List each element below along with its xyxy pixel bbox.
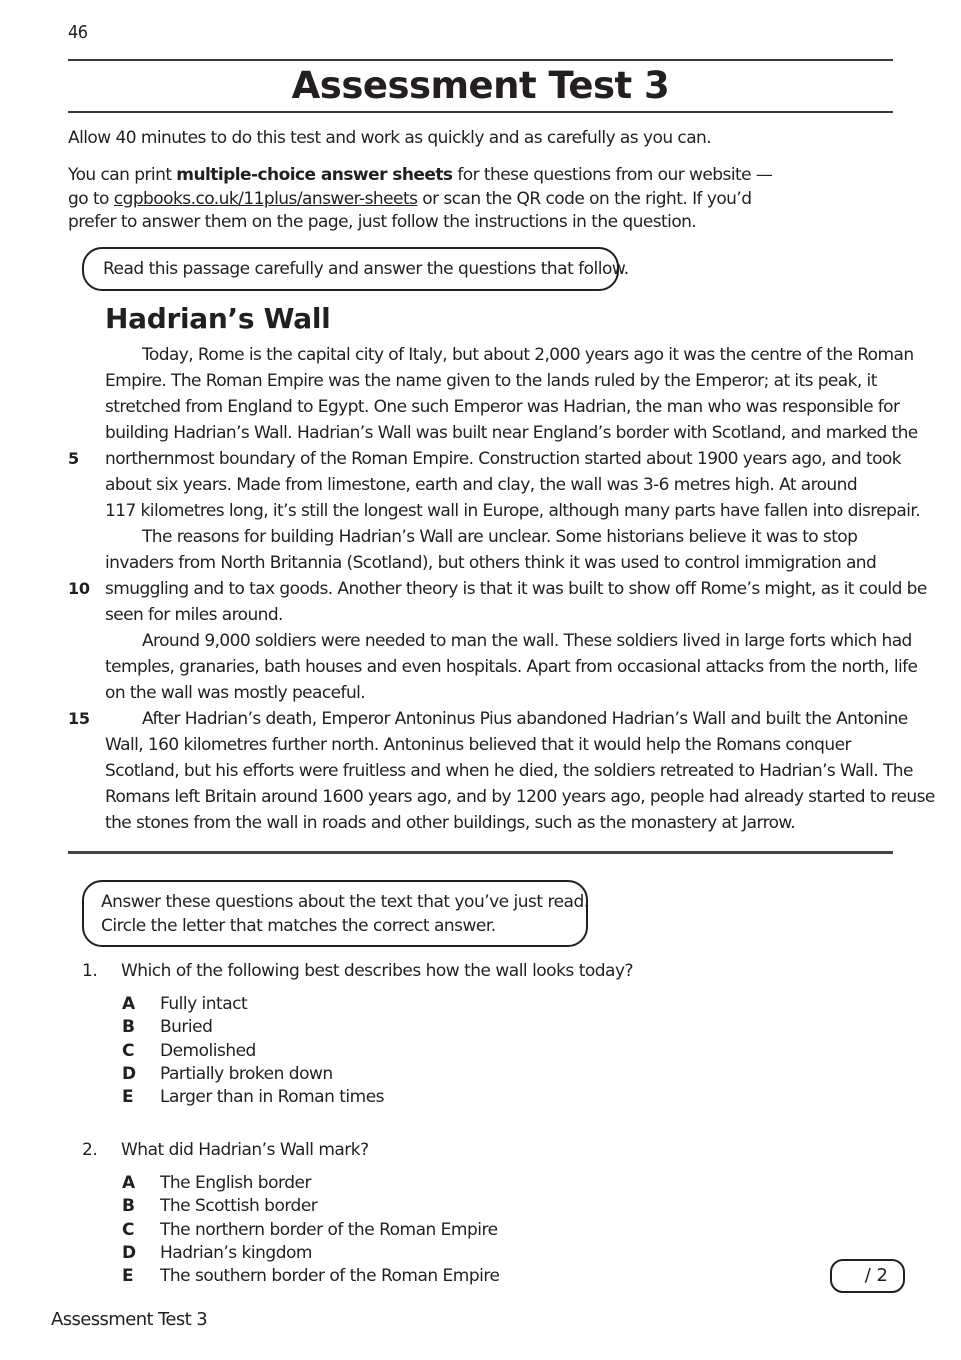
passage-body [68, 342, 935, 836]
intro-bold-text: multiple-choice answer sheets [176, 165, 453, 185]
passage-line [105, 524, 905, 550]
option-text: Fully intact [160, 994, 248, 1014]
intro-line [68, 164, 772, 188]
intro-text: for these questions from our website — [452, 165, 773, 185]
question-instruction-line-1: Answer these questions about the text that you’ve just read. [101, 892, 589, 912]
passage-line [68, 576, 927, 602]
option-letter[interactable]: D [122, 1242, 136, 1263]
passage-line [105, 368, 905, 394]
option-text: The English border [160, 1173, 311, 1193]
passage-line-text: Empire. The Roman Empire was the name given to the lands ruled by the Emperor; at its peak, it [105, 371, 877, 391]
option-letter[interactable]: A [122, 1173, 135, 1193]
passage-line-text: Romans left Britain around 1600 years ago, and by 1200 years ago, people had already started to reuse [105, 787, 935, 807]
intro-line: prefer to answer them on the page, just follow the instructions in the question. [68, 212, 697, 232]
intro-text: You can print [68, 165, 177, 185]
answer-sheets-link[interactable]: cgpbooks.co.uk/11plus/answer-sheets [113, 188, 418, 209]
passage-line-text: Scotland, but his efforts were fruitless and when he died, the soldiers retreated to Hadrian’s Wall. The [105, 761, 913, 781]
intro-line [68, 188, 772, 212]
passage-bottom-rule [68, 851, 893, 854]
line-number: 10 [68, 579, 90, 598]
passage-line-text: The reasons for building Hadrian’s Wall are unclear. Some historians believe it was to stop [142, 527, 858, 547]
passage-line [105, 732, 905, 758]
question-instruction-box [82, 880, 588, 947]
passage-line-text: Wall, 160 kilometres further north. Antoninus believed that it would help the Romans conquer [105, 735, 851, 755]
passage-line [105, 758, 913, 784]
passage-line-text: invaders from North Britannia (Scotland), but others think it was used to control immigration and [105, 553, 877, 573]
passage-line-text: Today, Rome is the capital city of Italy, but about 2,000 years ago it was the centre of the Roman [142, 345, 914, 365]
passage-line [105, 342, 914, 368]
option-letter[interactable]: E [122, 1087, 134, 1108]
passage-line-text: temples, granaries, bath houses and even hospitals. Apart from occasional attacks from the north, life [105, 657, 918, 677]
option-letter[interactable]: C [122, 1219, 134, 1240]
passage-line [105, 498, 921, 524]
passage-line-text: Around 9,000 soldiers were needed to man the wall. These soldiers lived in large forts which had [142, 631, 912, 651]
title-top-rule [68, 59, 893, 61]
option-letter[interactable]: B [122, 1017, 135, 1038]
option-letter[interactable]: A [122, 994, 135, 1014]
line-number: 5 [68, 449, 79, 468]
option-text: Hadrian’s kingdom [160, 1242, 312, 1263]
intro-text: go to [68, 188, 114, 209]
option-letter[interactable]: E [122, 1266, 134, 1287]
passage-line-text: northernmost boundary of the Roman Empire. Construction started about 1900 years ago, and took [105, 449, 902, 469]
question-number: 2. [82, 1140, 98, 1160]
passage-line [105, 420, 918, 446]
passage-line [105, 680, 905, 706]
option-text: Demolished [160, 1040, 256, 1061]
option-text: The southern border of the Roman Empire [160, 1266, 500, 1287]
option-text: Partially broken down [160, 1063, 333, 1084]
passage-title: Hadrian’s Wall [105, 302, 331, 335]
passage-line [105, 784, 935, 810]
passage-line-text: 117 kilometres long, it’s still the longest wall in Europe, although many parts have fallen into disrepair. [105, 501, 921, 521]
passage-line [105, 810, 905, 836]
intro-answer-sheets [68, 164, 772, 235]
option-text: The northern border of the Roman Empire [160, 1219, 498, 1240]
option-letter[interactable]: B [122, 1196, 135, 1217]
passage-line [68, 446, 905, 472]
passage-line-text: seen for miles around. [105, 605, 283, 625]
title-bottom-rule [68, 111, 893, 113]
score-box [830, 1259, 905, 1293]
option-letter[interactable]: C [122, 1040, 134, 1061]
passage-line-text: on the wall was mostly peaceful. [105, 683, 366, 703]
intro-time-allowance: Allow 40 minutes to do this test and work as quickly and as carefully as you can. [68, 128, 712, 148]
passage-line-text: building Hadrian’s Wall. Hadrian’s Wall was built near England’s border with Scotland, and marked the [105, 423, 918, 443]
question-instruction-line-2: Circle the letter that matches the correct answer. [101, 915, 496, 936]
passage-line-text: about six years. Made from limestone, earth and clay, the wall was 3-6 metres high. At around [105, 475, 858, 495]
passage-line-text: the stones from the wall in roads and other buildings, such as the monastery at Jarrow. [105, 813, 796, 833]
line-number: 15 [68, 709, 90, 728]
passage-line [68, 706, 908, 732]
passage-instruction-box [82, 247, 629, 291]
option-text: The Scottish border [160, 1196, 318, 1217]
passage-line [105, 654, 918, 680]
question-text: What did Hadrian’s Wall mark? [121, 1140, 369, 1160]
passage-line [105, 394, 905, 420]
passage-line [105, 628, 912, 654]
passage-line-text: stretched from England to Egypt. One such Emperor was Hadrian, the man who was responsible for [105, 397, 900, 417]
passage-line-text: smuggling and to tax goods. Another theory is that it was built to show off Rome’s might, as it could be [105, 579, 927, 599]
page-title: Assessment Test 3 [291, 64, 670, 107]
passage-line [105, 472, 905, 498]
question-text: Which of the following best describes how the wall looks today? [121, 961, 634, 981]
question-number: 1. [82, 961, 98, 981]
page-footer: Assessment Test 3 [51, 1309, 208, 1330]
intro-text: or scan the QR code on the right. If you’d [417, 188, 752, 209]
option-text: Buried [160, 1017, 213, 1038]
passage-instruction-text: Read this passage carefully and answer the questions that follow. [103, 259, 629, 279]
score-text: / 2 [864, 1265, 888, 1286]
passage-line [105, 550, 905, 576]
option-letter[interactable]: D [122, 1063, 136, 1084]
passage-line-text: After Hadrian’s death, Emperor Antoninus Pius abandoned Hadrian’s Wall and built the Antonine [142, 709, 908, 729]
page-number: 46 [68, 22, 88, 43]
passage-line [105, 602, 905, 628]
option-text: Larger than in Roman times [160, 1087, 385, 1108]
